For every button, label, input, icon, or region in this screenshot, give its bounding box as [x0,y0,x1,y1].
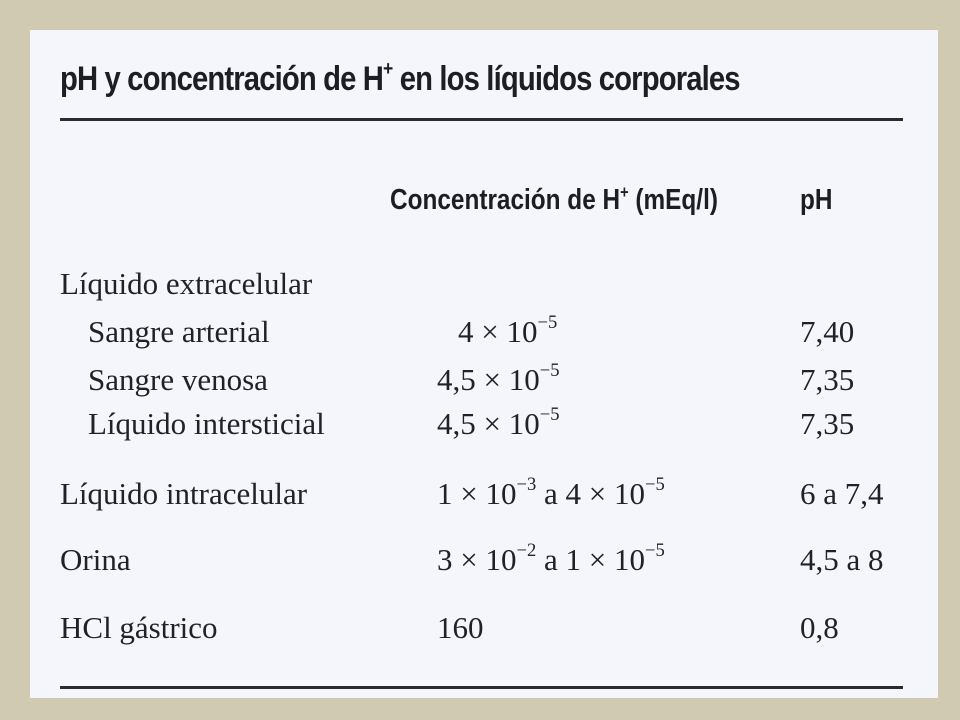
conc-exp: −2 [516,540,537,561]
conc-exp: −3 [516,474,537,495]
row-label-arterial: Sangre arterial [88,314,270,349]
conc-base: 3 × 10 [437,542,517,577]
row-label-hcl: HCl gástrico [60,610,218,645]
slide [30,30,938,698]
row-ph-interstitial: 7,35 [800,406,855,441]
header-ph: pH [800,184,833,216]
row-ph-intracellular: 6 a 7,4 [800,476,884,511]
row-conc-interstitial [437,406,560,442]
row-label-interstitial: Líquido intersticial [88,406,325,441]
background-watermark [30,130,50,204]
header-conc-sup: + [620,182,629,202]
conc-base: 4,5 × 10 [437,406,540,441]
conc-exp: −5 [537,312,558,333]
title-text: pH y concentración de H [60,60,384,98]
row-conc-venous [437,362,560,398]
top-rule [60,118,903,121]
header-concentration [390,184,718,217]
row-conc-hcl: 160 [437,610,484,645]
row-label-intracellular: Líquido intracelular [60,476,308,511]
row-ph-arterial: 7,40 [800,314,855,349]
row-conc-arterial [458,314,557,350]
conc-base-2: 1 × 10 [565,542,646,577]
bottom-rule [60,686,903,689]
conc-range-sep: a [536,542,566,577]
conc-base: 4 × 10 [458,314,538,349]
conc-base: 4,5 × 10 [437,362,540,397]
row-conc-urine [437,542,665,578]
conc-exp: −5 [539,404,560,425]
conc-base: 1 × 10 [437,476,517,511]
header-conc-text: Concentración de H [390,184,621,216]
row-label-venous: Sangre venosa [88,362,268,397]
title-tail: en los líquidos corporales [392,60,740,98]
table-title [60,60,740,99]
row-ph-venous: 7,35 [800,362,855,397]
row-label-urine: Orina [60,542,131,577]
row-ph-hcl: 0,8 [800,610,839,645]
conc-exp-2: −5 [645,474,665,495]
row-ph-urine: 4,5 a 8 [800,542,884,577]
header-conc-unit: (mEq/l) [628,184,718,216]
conc-range-sep: a [536,476,566,511]
row-label-extracellular: Líquido extracelular [60,266,313,301]
conc-base-2: 4 × 10 [565,476,646,511]
title-superscript: + [383,58,393,80]
conc-exp: −5 [539,360,560,381]
conc-exp-2: −5 [645,540,665,561]
row-conc-intracellular [437,476,665,512]
